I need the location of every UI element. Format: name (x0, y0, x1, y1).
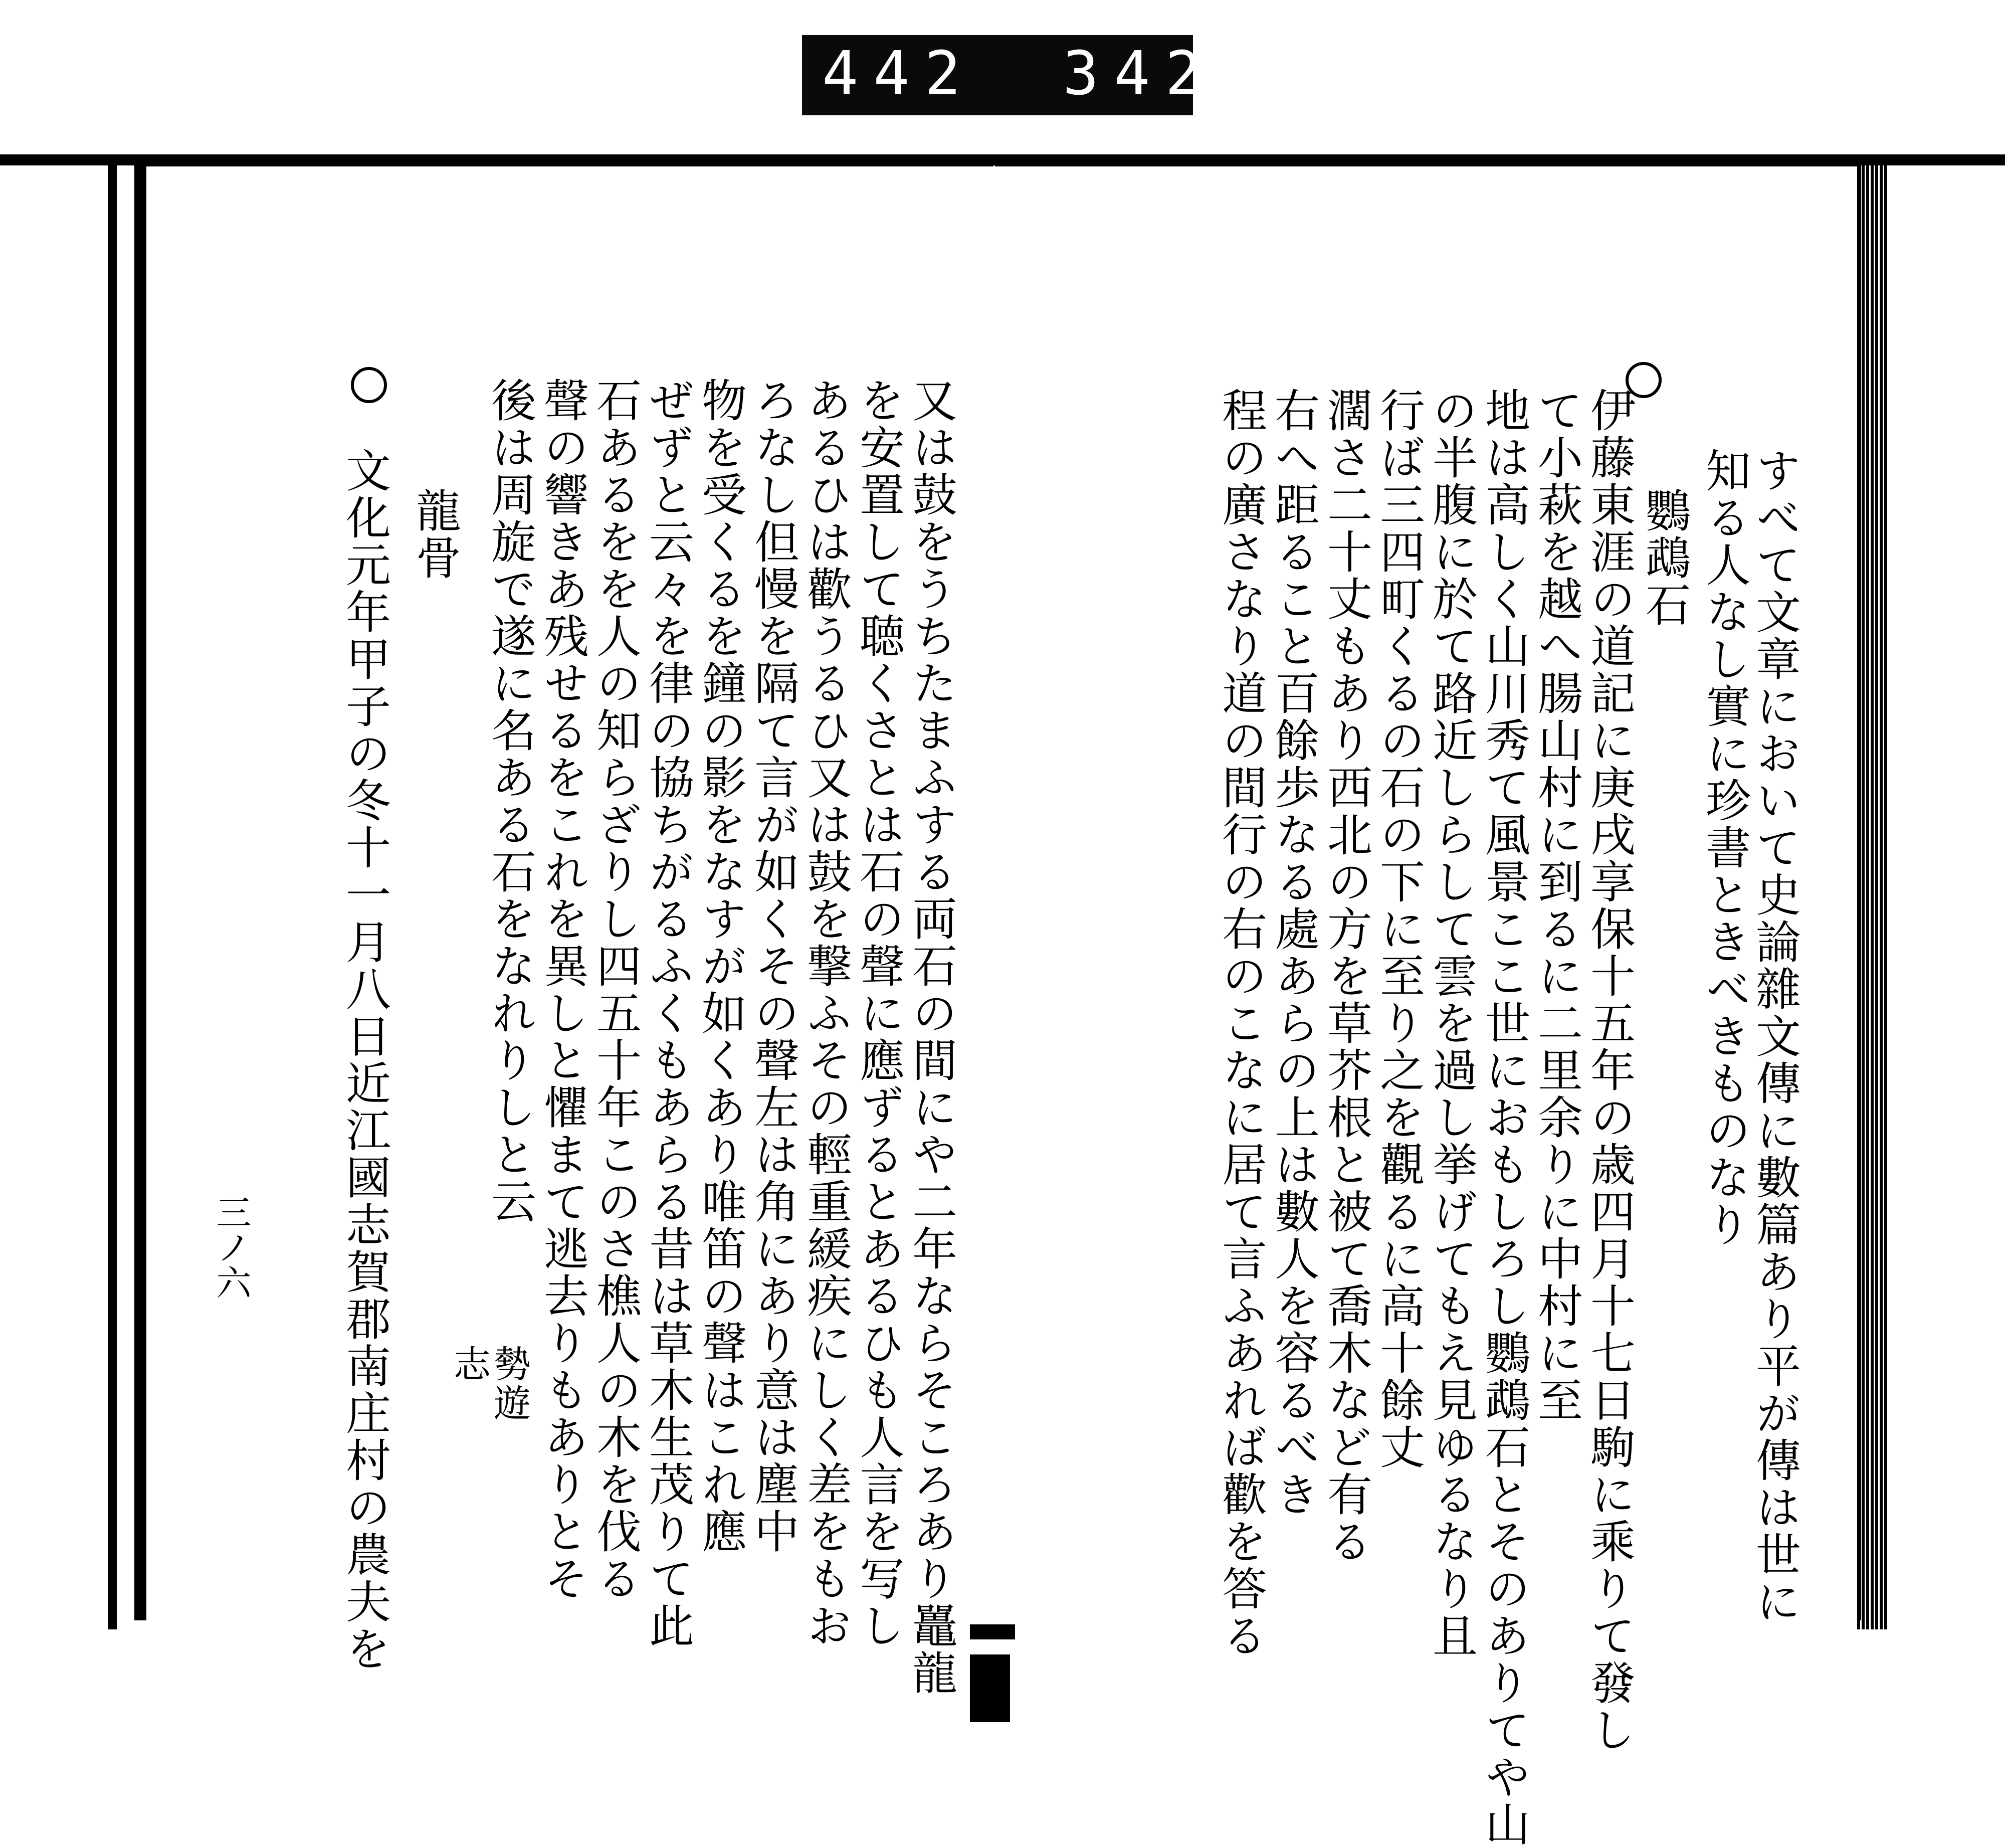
folio: 三ノ六 (211, 1194, 252, 1300)
right-page (995, 163, 1861, 1848)
right-line-10: 右へ距ること百餘歩なる處あらの上は數人を容るべき (1267, 387, 1319, 1518)
left-line-3: あるひは歡うるひ又は鼓を撃ふその輕重緩疾にしく差をもお (799, 377, 852, 1649)
section-circle-right (1626, 362, 1662, 398)
left-line-11: 勢遊 (488, 1345, 531, 1423)
scan-label (802, 35, 1268, 115)
left-line-heading: 龍骨 (408, 487, 461, 582)
left-line-13: 文化元年甲子の冬十一月八日近江國志賀郡南庄村の農夫を (338, 447, 390, 1673)
right-book-edge (1857, 165, 1887, 1629)
left-line-2: を安置して聴くさとは石の聲に應ずるとあるひも人言を写し (852, 377, 904, 1649)
right-line-4: 伊藤東涯の道記に庚戌享保十五年の歳四月十七日駒に乘りて發し (1582, 387, 1635, 1754)
right-line-6: 地は高しく山川秀て風景ここ世におもしろし鸚鵡石とそのありてや山 (1477, 387, 1530, 1848)
right-line-5: て小萩を越へ腸山村に到るに二里余りに中村に至 (1530, 387, 1582, 1424)
left-line-9: 後は周旋で遂に名ある石をなれりしと云 (483, 377, 536, 1225)
right-line-1: すべて文章において史論雜文傳に數篇あり平が傳は世に (1748, 447, 1800, 1625)
right-line-heading: 鸚鵡石 (1638, 487, 1690, 629)
left-line-4: ろなし但慢を隔て言が如くその聲左は角にあり意は塵中 (746, 377, 799, 1555)
left-line-6: ぜずと云々を律の協ちがるふくもあらる昔は草木生茂りて此 (641, 377, 694, 1649)
right-line-11: 程の廣さなり道の間行の右のこなに居て言ふあれば歡を答る (1214, 387, 1267, 1659)
label-right-number: 342. (1063, 39, 1268, 109)
left-line-10: 志 (448, 1345, 491, 1384)
left-book-edge (108, 165, 117, 1629)
bottom-rule (970, 1624, 1015, 1639)
left-line-5: 物を受くるを鐘の影をなすが如くあり唯笛の聲はこれ應 (694, 377, 746, 1555)
right-line-8: 行ば三四町くるの石の下に至り之を觀るに高十餘丈 (1372, 387, 1425, 1471)
section-circle-left (351, 367, 387, 403)
label-left-number: 442 (822, 39, 976, 109)
right-line-7: の半腹に於て路近しらして雲を過し挙げてもえ見ゆるなり且 (1425, 387, 1477, 1659)
left-line-1: 又は鼓をうちたまふする両石の間にや二年ならそころあり鼉龍 (904, 377, 957, 1697)
spine-bottom (970, 1654, 1010, 1722)
left-line-8: 聲の響きあ残せるをこれを異しと懼まて逃去りもありとそ (536, 377, 588, 1602)
right-line-9: 濶さ二十丈もあり西北の方を草芥根と被て喬木など有る (1319, 387, 1372, 1565)
left-page (134, 163, 993, 1697)
right-line-2: 知る人なし實に珍書ときべきものなり (1698, 447, 1750, 1248)
left-line-7: 石あるをを人の知らざりし四五十年このさ樵人の木を伐る (588, 377, 641, 1602)
